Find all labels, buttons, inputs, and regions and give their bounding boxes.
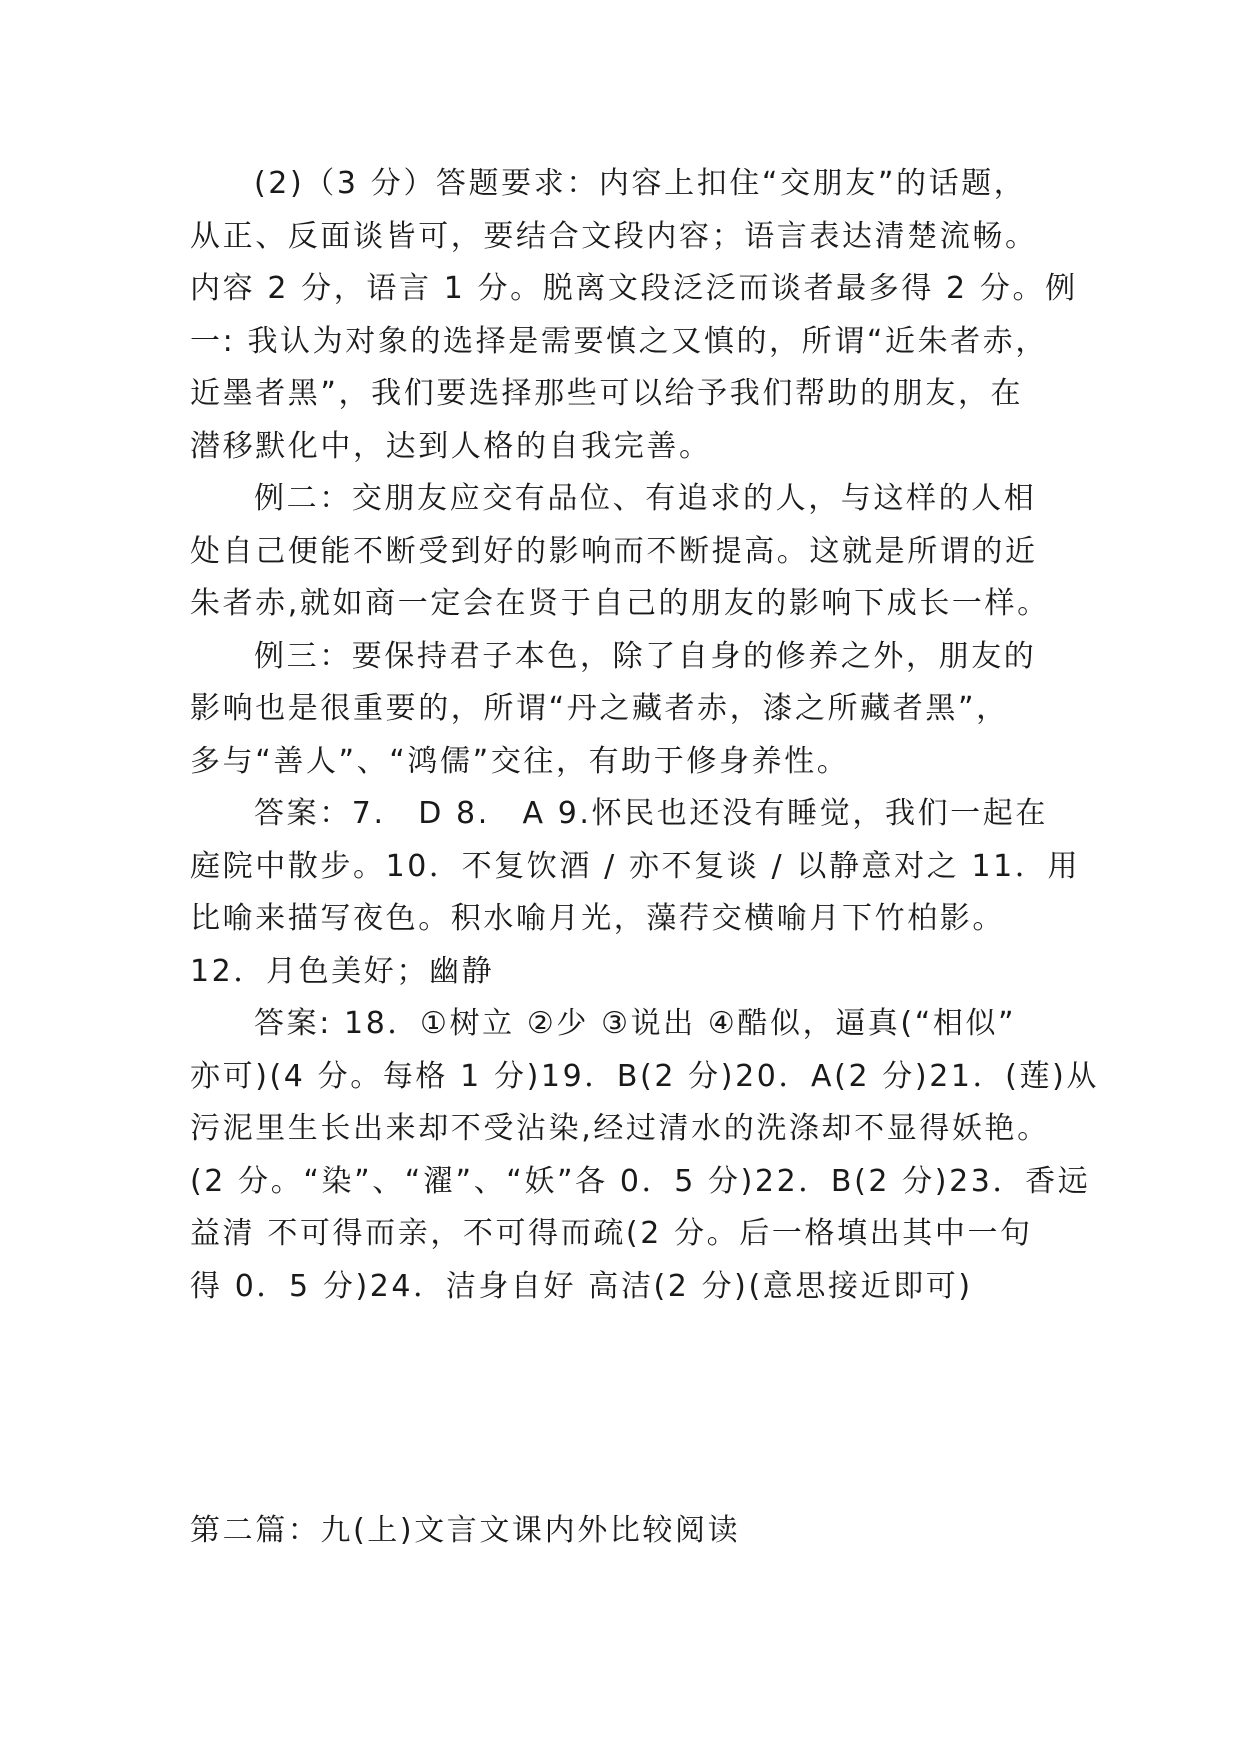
example-two-paragraph: [190, 473, 1080, 631]
section-heading: 第二篇：九(上)文言文课内外比较阅读: [190, 1513, 741, 1548]
text-line: 污泥里生长出来却不受沾染,经过清水的洗涤却不显得妖艳。: [190, 1111, 1050, 1146]
text-line: 例三：要保持君子本色，除了自身的修养之外，朋友的: [254, 638, 1037, 674]
text-line: 朱者赤,就如商一定会在贤于自己的朋友的影响下成长一样。: [190, 586, 1050, 621]
example-three-paragraph: [190, 631, 1080, 789]
text-line: (2)（3 分）答题要求：内容上扣住“交朋友”的话题，: [254, 166, 1027, 201]
text-line: 亦可)(4 分。每格 1 分)19．B(2 分)20．A(2 分)21．(莲)从: [190, 1058, 1099, 1094]
document-body: [190, 158, 1099, 1313]
text-line: 比喻来描写夜色。积水喻月光，藻荇交横喻月下竹柏影。: [190, 901, 1005, 936]
answer-paragraph-2: [190, 158, 1080, 473]
text-line: 庭院中散步。10．不复饮酒 / 亦不复谈 / 以静意对之 11．用: [190, 848, 1081, 884]
text-line: 内容 2 分，语言 1 分。脱离文段泛泛而谈者最多得 2 分。例: [190, 271, 1078, 306]
answers-7-12-paragraph: [190, 788, 1080, 998]
text-line: 从正、反面谈皆可，要结合文段内容；语言表达清楚流畅。: [190, 218, 1038, 254]
answers-18-24-paragraph: [190, 998, 1099, 1313]
text-line: 答案：7. D 8. A 9.怀民也还没有睡觉，我们一起在: [254, 796, 1048, 831]
text-line: 影响也是很重要的，所谓“丹之藏者赤，漆之所藏者黑”，: [190, 691, 1009, 726]
text-line: (2 分。“染”、“濯”、“妖”各 0．5 分)22．B(2 分)23．香远: [190, 1163, 1091, 1199]
text-line: 得 0．5 分)24．洁身自好 高洁(2 分)(意思接近即可): [190, 1268, 973, 1304]
text-line: 多与“善人”、“鸿儒”交往，有助于修身养性。: [190, 743, 850, 779]
text-line: 益清 不可得而亲，不可得而疏(2 分。后一格填出其中一句: [190, 1216, 1033, 1251]
text-line: 例二：交朋友应交有品位、有追求的人，与这样的人相: [254, 481, 1037, 516]
text-line: 潜移默化中，达到人格的自我完善。: [190, 428, 712, 464]
text-line: 12．月色美好；幽静: [190, 953, 495, 989]
text-line: 处自己便能不断受到好的影响而不断提高。这就是所谓的近: [190, 533, 1038, 569]
text-line: 一: 我认为对象的选择是需要慎之又慎的，所谓“近朱者赤，: [190, 323, 1048, 359]
text-line: 答案: 18．①树立 ②少 ③说出 ④酷似，逼真(“相似”: [254, 1006, 1017, 1041]
text-line: 近墨者黑”，我们要选择那些可以给予我们帮助的朋友，在: [190, 376, 1024, 411]
